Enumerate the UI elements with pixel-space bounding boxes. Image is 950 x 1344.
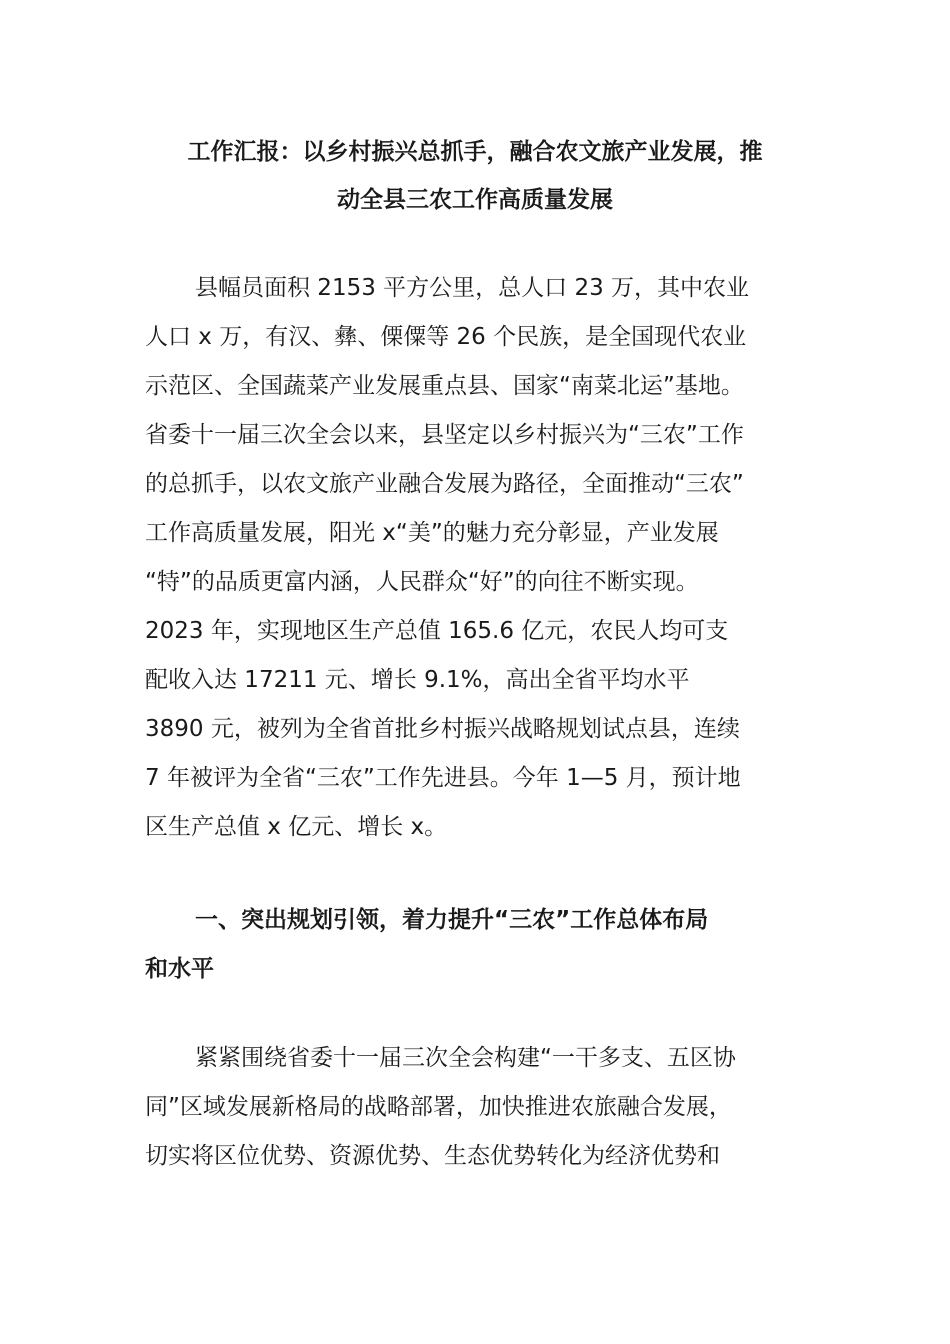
intro-line: 工作高质量发展，阳光 x“美”的魅力充分彰显，产业发展 [145, 520, 719, 546]
section-body-line: 切实将区位优势、资源优势、生态优势转化为经济优势和 [145, 1143, 720, 1169]
intro-line: 的总抓手，以农文旅产业融合发展为路径，全面推动“三农” [145, 471, 744, 497]
intro-line: 2023 年，实现地区生产总值 165.6 亿元，农民人均可支 [145, 618, 729, 644]
title-line-1: 工作汇报：以乡村振兴总抓手，融合农文旅产业发展，推 [187, 139, 763, 165]
section-heading-line: 一、突出规划引领，着力提升“三农”工作总体布局 [195, 907, 709, 933]
intro-line: 7 年被评为全省“三农”工作先进县。今年 1—5 月，预计地 [145, 765, 741, 791]
section-heading-line: 和水平 [145, 956, 214, 982]
intro-line: 示范区、全国蔬菜产业发展重点县、国家“南菜北运”基地。 [145, 373, 744, 399]
intro-line: 省委十一届三次全会以来，县坚定以乡村振兴为“三农”工作 [145, 422, 744, 448]
intro-line: 县幅员面积 2153 平方公里，总人口 23 万，其中农业 [195, 275, 750, 301]
title-line-2: 动全县三农工作高质量发展 [337, 187, 613, 213]
intro-line: 配收入达 17211 元、增长 9.1%，高出全省平均水平 [145, 667, 690, 693]
intro-line: “特”的品质更富内涵，人民群众“好”的向往不断实现。 [145, 569, 699, 595]
section-body-line: 同”区域发展新格局的战略部署，加快推进农旅融合发展， [145, 1094, 732, 1120]
document-title [145, 128, 805, 224]
intro-line: 区生产总值 x 亿元、增长 x。 [145, 814, 448, 840]
section-1-heading [145, 896, 805, 994]
intro-paragraph [145, 264, 805, 852]
section-body-line: 紧紧围绕省委十一届三次全会构建“一干多支、五区协 [195, 1045, 736, 1071]
intro-line: 人口 x 万，有汉、彝、傈僳等 26 个民族，是全国现代农业 [145, 324, 747, 350]
section-1-paragraph [145, 1034, 805, 1181]
intro-line: 3890 元，被列为全省首批乡村振兴战略规划试点县，连续 [145, 716, 740, 742]
